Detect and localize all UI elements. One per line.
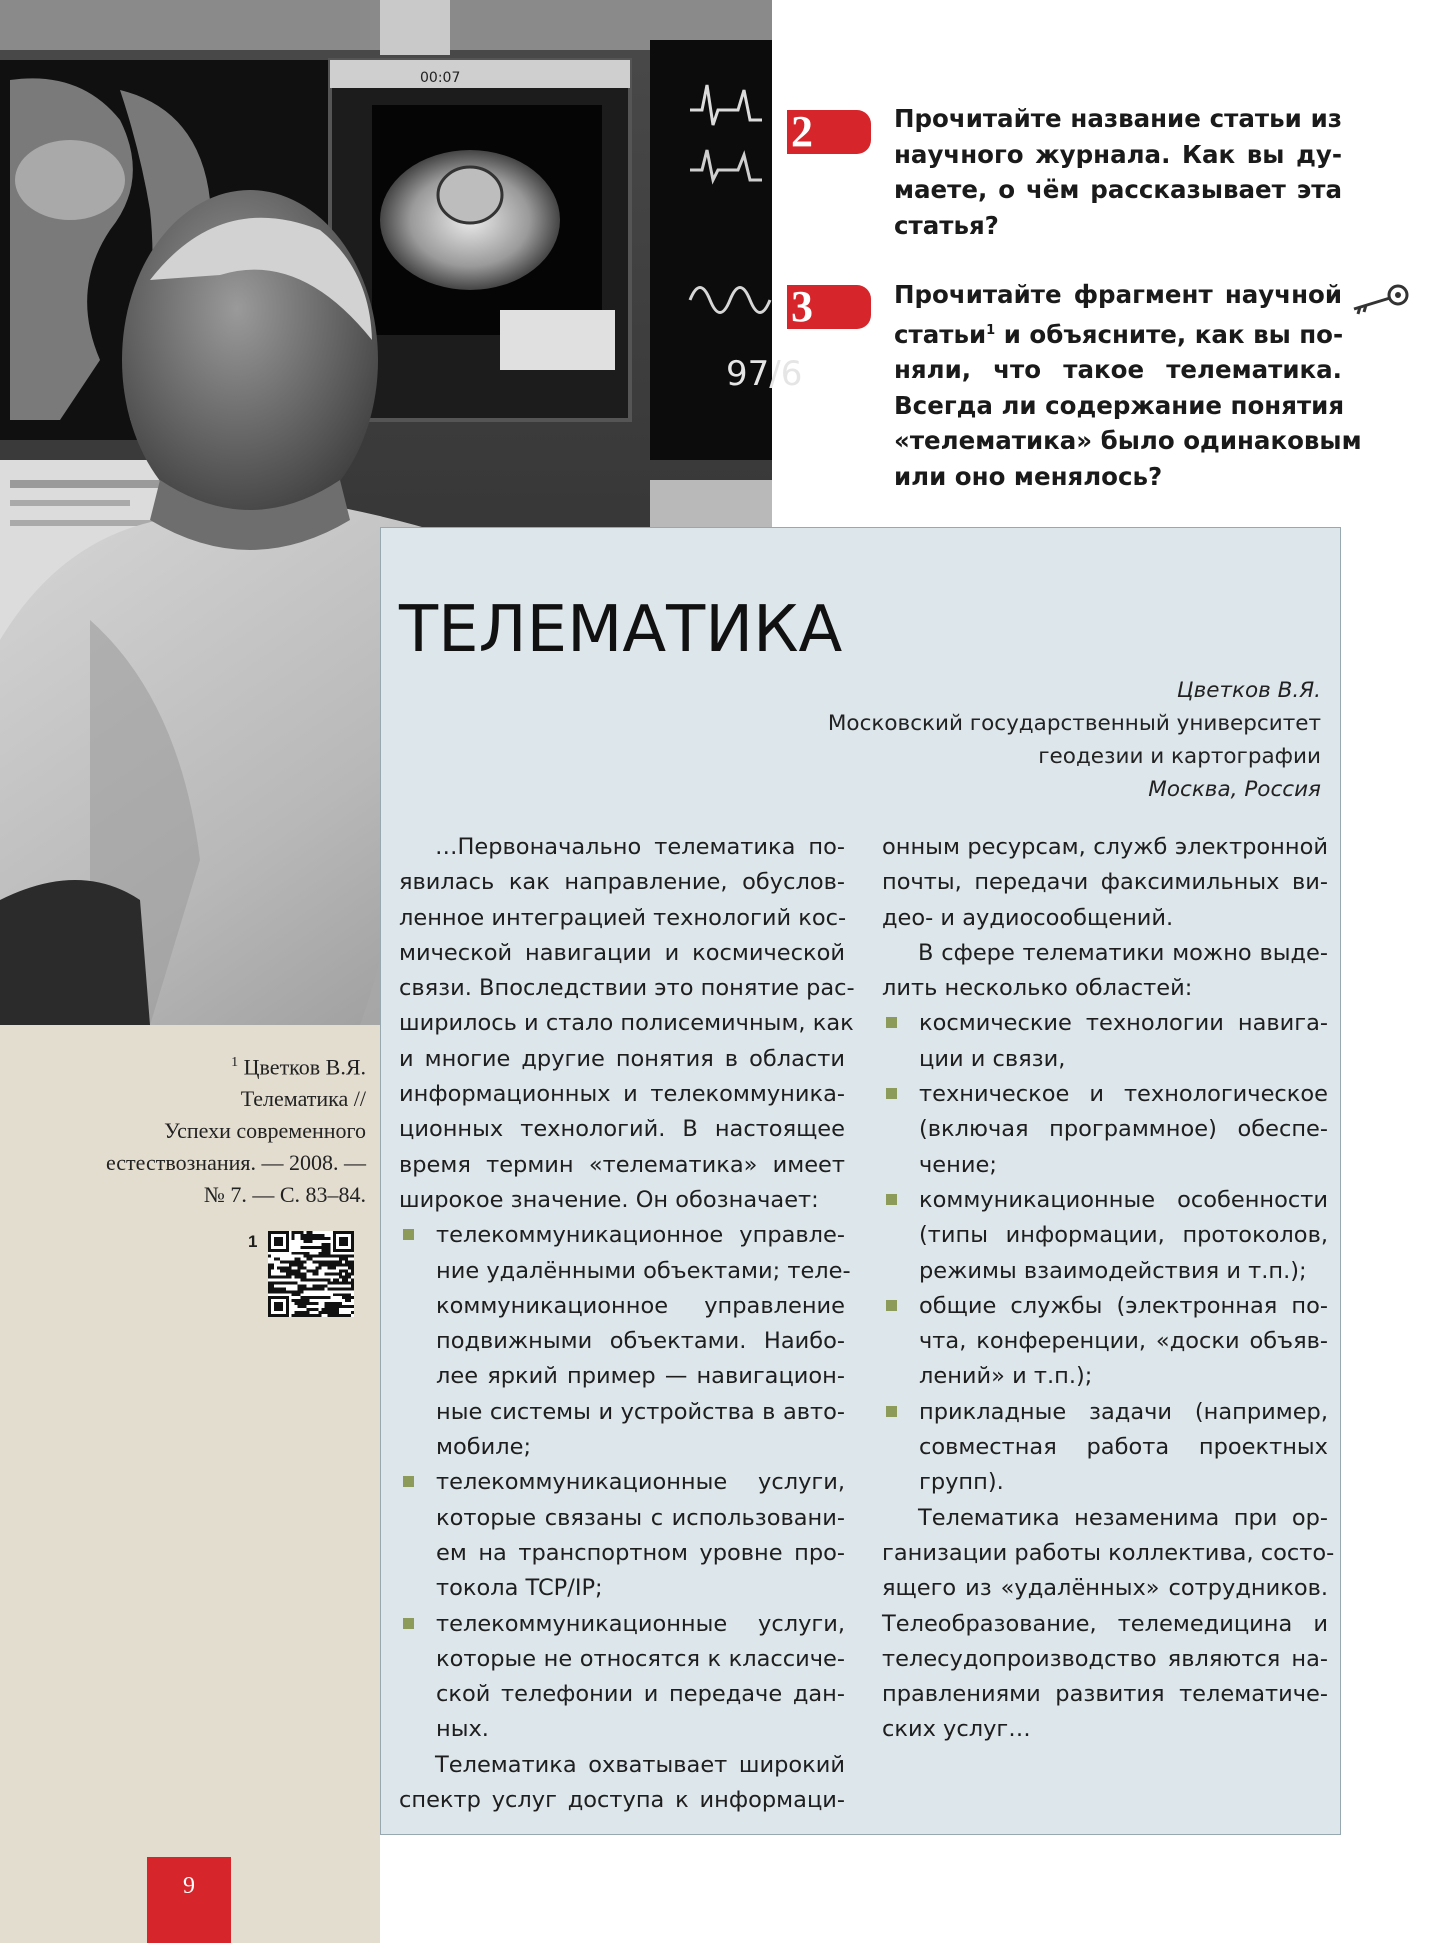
article-line-text: ленное интеграцией технологий кос- <box>399 904 847 931</box>
bullet-item-line <box>399 1607 845 1642</box>
article-line <box>399 1642 845 1677</box>
article-line-text: общие службы (электронная по- <box>919 1292 1328 1319</box>
article-line-text: мической навигации и космической <box>399 939 845 966</box>
article-line <box>882 1148 1328 1183</box>
bullet-square-icon <box>886 1088 897 1099</box>
article-line-text: техническое и технологическое <box>919 1081 1328 1108</box>
task-word: и объясните, как вы по- <box>995 319 1344 349</box>
task-3-text <box>894 277 1362 494</box>
article-line-text: коммуникационное управление <box>436 1292 845 1319</box>
article-line-text: мобиле; <box>436 1434 532 1461</box>
bullet-square-icon <box>886 1406 897 1417</box>
footnote-marker: 1 <box>231 1055 239 1070</box>
article-line-text: лить несколько областей: <box>882 975 1193 1002</box>
footnote-line: № 7. — С. 83–84. <box>203 1182 366 1208</box>
article-line-text: чение; <box>919 1151 997 1178</box>
qr-label: 1 <box>248 1232 258 1251</box>
article-line-text: спектр услуг доступа к информаци- <box>399 1787 845 1814</box>
article-line-text: телесудопроизводство являются на- <box>882 1645 1328 1672</box>
article-line-text: ских услуг… <box>882 1716 1031 1743</box>
task-line: Прочитайте фрагмент научной <box>894 280 1342 309</box>
bullet-item-line <box>882 1289 1328 1324</box>
task-line: или оно менялось? <box>894 461 1163 491</box>
article-line-text: совместная работа проектных <box>919 1434 1328 1461</box>
article-title: ТЕЛЕМАТИКА <box>399 593 843 667</box>
article-line <box>399 1254 851 1289</box>
article-line-text: коммуникационные особенности <box>919 1186 1328 1213</box>
article-author: Цветков В.Я. <box>1176 678 1321 703</box>
article-line-text: ние удалёнными объектами; теле- <box>436 1257 851 1284</box>
bullet-square-icon <box>886 1300 897 1311</box>
article-line-text: В сфере телематики можно выде- <box>918 939 1328 966</box>
article-line-text: прикладные задачи (например, <box>919 1398 1328 1425</box>
bullet-square-icon <box>886 1017 897 1028</box>
article-affiliation: геодезии и картографии <box>1038 744 1321 769</box>
article-line <box>882 1536 1335 1571</box>
article-line-text: правлениями развития телематиче- <box>882 1681 1328 1708</box>
article-line-text: део- и аудиосообщений. <box>882 904 1174 931</box>
article-line-text: чта, конференции, «доски объяв- <box>919 1328 1328 1355</box>
article-line-text: ганизации работы коллектива, состо- <box>882 1539 1335 1566</box>
article-line <box>399 1677 845 1712</box>
article-box <box>380 527 1341 1835</box>
sidebar-margin <box>0 1025 380 1943</box>
article-line-text: ящего из «удалённых» сотрудников. <box>882 1575 1328 1602</box>
article-line-text: телекоммуникационные услуги, <box>436 1610 845 1637</box>
article-line <box>399 1112 845 1147</box>
article-line-text: телекоммуникационные услуги, <box>436 1469 845 1496</box>
article-line <box>882 1607 1328 1642</box>
task-number: 2 <box>791 107 813 156</box>
article-line-text: время термин «телематика» имеет <box>399 1151 845 1178</box>
article-column-right <box>882 830 1335 1748</box>
article-line-text: ской телефонии и передаче дан- <box>436 1681 845 1708</box>
article-line-text: (типы информации, протоколов, <box>919 1222 1328 1249</box>
task-line: «телематика» было одинаковым <box>894 426 1362 456</box>
task-number: 3 <box>791 282 813 331</box>
task-line: статья? <box>894 210 999 240</box>
article-line <box>399 1501 845 1536</box>
task-badge-2 <box>787 107 871 156</box>
article-line <box>882 971 1328 1006</box>
article-line <box>399 1712 845 1747</box>
task-line: Прочитайте название статьи из <box>894 104 1342 133</box>
article-line-text: (включая программное) обеспе- <box>919 1116 1328 1143</box>
article-line-text: ции и связи, <box>919 1045 1066 1072</box>
bullet-item-line <box>882 1395 1328 1430</box>
page-number: 9 <box>183 1873 195 1899</box>
article-line <box>882 830 1328 865</box>
article-line-text: …Первоначально телематика по- <box>435 834 845 860</box>
article-line <box>882 1571 1328 1606</box>
article-line-text: Телематика охватывает широкий <box>435 1751 845 1778</box>
task-line <box>894 313 1342 353</box>
article-line-text: которые не относятся к классиче- <box>436 1645 845 1672</box>
article-line <box>882 1359 1328 1394</box>
article-line <box>882 936 1328 971</box>
article-line-text: космические технологии навига- <box>919 1010 1328 1037</box>
article-byline <box>828 674 1321 806</box>
article-line-text: токола TCP/IP; <box>436 1575 603 1602</box>
task-badge-3 <box>787 282 871 331</box>
bullet-square-icon <box>886 1194 897 1205</box>
article-line <box>399 1748 845 1783</box>
article-line <box>399 1783 845 1818</box>
article-line-text: режимы взаимодействия и т.п.); <box>919 1257 1307 1284</box>
screen-reading: 97/6 <box>726 354 803 394</box>
task-2-text <box>894 101 1342 243</box>
article-line <box>882 1042 1328 1077</box>
article-line <box>882 1254 1328 1289</box>
article-line-text: Телеобразование, телемедицина и <box>882 1610 1328 1637</box>
article-line <box>882 1465 1328 1500</box>
article-line-text: ных. <box>436 1716 489 1743</box>
article-line-text: телекоммуникационное управле- <box>436 1222 845 1249</box>
footnote-ref[interactable]: 1 <box>986 322 996 338</box>
task-line: маете, о чём рассказывает эта <box>894 175 1342 204</box>
article-line <box>882 901 1328 936</box>
article-line <box>399 1289 845 1324</box>
task-line: няли, что такое телематика. <box>894 355 1342 385</box>
bullet-item-line <box>882 1006 1328 1041</box>
article-line <box>399 1430 845 1465</box>
article-line <box>399 1148 845 1183</box>
article-line-text: групп). <box>919 1469 1004 1496</box>
page-number-box <box>147 1857 231 1943</box>
article-line <box>399 1006 854 1041</box>
article-line <box>882 1218 1328 1253</box>
article-line <box>882 1112 1328 1147</box>
article-line <box>882 1430 1328 1465</box>
article-line <box>399 936 845 971</box>
article-line <box>399 830 845 865</box>
article-line-text: онным ресурсам, служб электронной <box>882 834 1328 860</box>
article-line <box>882 1501 1328 1536</box>
key-icon <box>1350 283 1412 317</box>
article-line-text: ширилось и стало полисемичным, как <box>399 1010 854 1037</box>
task-word: статьи <box>894 319 987 349</box>
bullet-item-line <box>399 1465 845 1500</box>
task-line: Всегда ли содержание понятия <box>894 390 1345 420</box>
article-city: Москва, Россия <box>1148 777 1321 802</box>
article-line <box>882 865 1328 900</box>
footnote-line: Успехи современного <box>164 1118 366 1144</box>
article-line <box>882 1642 1328 1677</box>
article-line <box>399 1395 845 1430</box>
article-line-text: и многие другие понятия в области <box>399 1045 845 1072</box>
article-line <box>399 1042 845 1077</box>
article-line-text: которые связаны с использовани- <box>436 1504 845 1531</box>
footnote <box>66 1047 366 1211</box>
bullet-square-icon <box>403 1476 414 1487</box>
article-affiliation: Московский государственный университет <box>827 711 1321 736</box>
article-line <box>399 1077 845 1112</box>
article-line-text: лее яркий пример — навигацион- <box>436 1363 845 1390</box>
article-line-text: ные системы и устройства в авто- <box>436 1398 845 1425</box>
qr-code-icon[interactable] <box>268 1231 354 1317</box>
screen-time: 00:07 <box>420 70 461 86</box>
article-line <box>399 1324 845 1359</box>
article-line <box>882 1712 1328 1747</box>
article-line-text: ем на транспортном уровне про- <box>436 1539 845 1566</box>
footnote-line: Телематика // <box>240 1086 366 1112</box>
article-line <box>399 901 845 936</box>
article-column-left <box>399 830 855 1818</box>
bullet-item-line <box>882 1077 1328 1112</box>
article-line-text: лений» и т.п.); <box>919 1363 1093 1390</box>
article-line-text: информационных и телекоммуника- <box>399 1081 845 1108</box>
task-line: научного журнала. Как вы ду- <box>894 139 1342 169</box>
bullet-square-icon <box>403 1618 414 1629</box>
bullet-item-line <box>399 1218 845 1253</box>
bullet-item-line <box>882 1183 1328 1218</box>
article-line-text: Телематика незаменима при ор- <box>918 1504 1328 1531</box>
article-line-text: широкое значение. Он обозначает: <box>399 1186 819 1213</box>
bullet-square-icon <box>403 1229 414 1240</box>
article-line <box>399 1571 845 1606</box>
article-line <box>399 1359 845 1394</box>
article-line <box>399 1183 845 1218</box>
article-line-text: ционных технологий. В настоящее <box>399 1116 845 1143</box>
footnote-line: Цветков В.Я. <box>243 1054 366 1080</box>
article-line <box>882 1677 1328 1712</box>
article-line-text: подвижными объектами. Наибо- <box>436 1328 845 1355</box>
article-line <box>399 1536 845 1571</box>
article-line-text: почты, передачи факсимильных ви- <box>882 869 1328 896</box>
footnote-line: естествознания. — 2008. — <box>105 1150 366 1176</box>
article-line <box>399 865 845 900</box>
article-line <box>882 1324 1328 1359</box>
article-line-text: связи. Впоследствии это понятие рас- <box>399 975 855 1002</box>
article-line <box>399 971 855 1006</box>
article-line-text: явилась как направление, обуслов- <box>399 869 845 896</box>
